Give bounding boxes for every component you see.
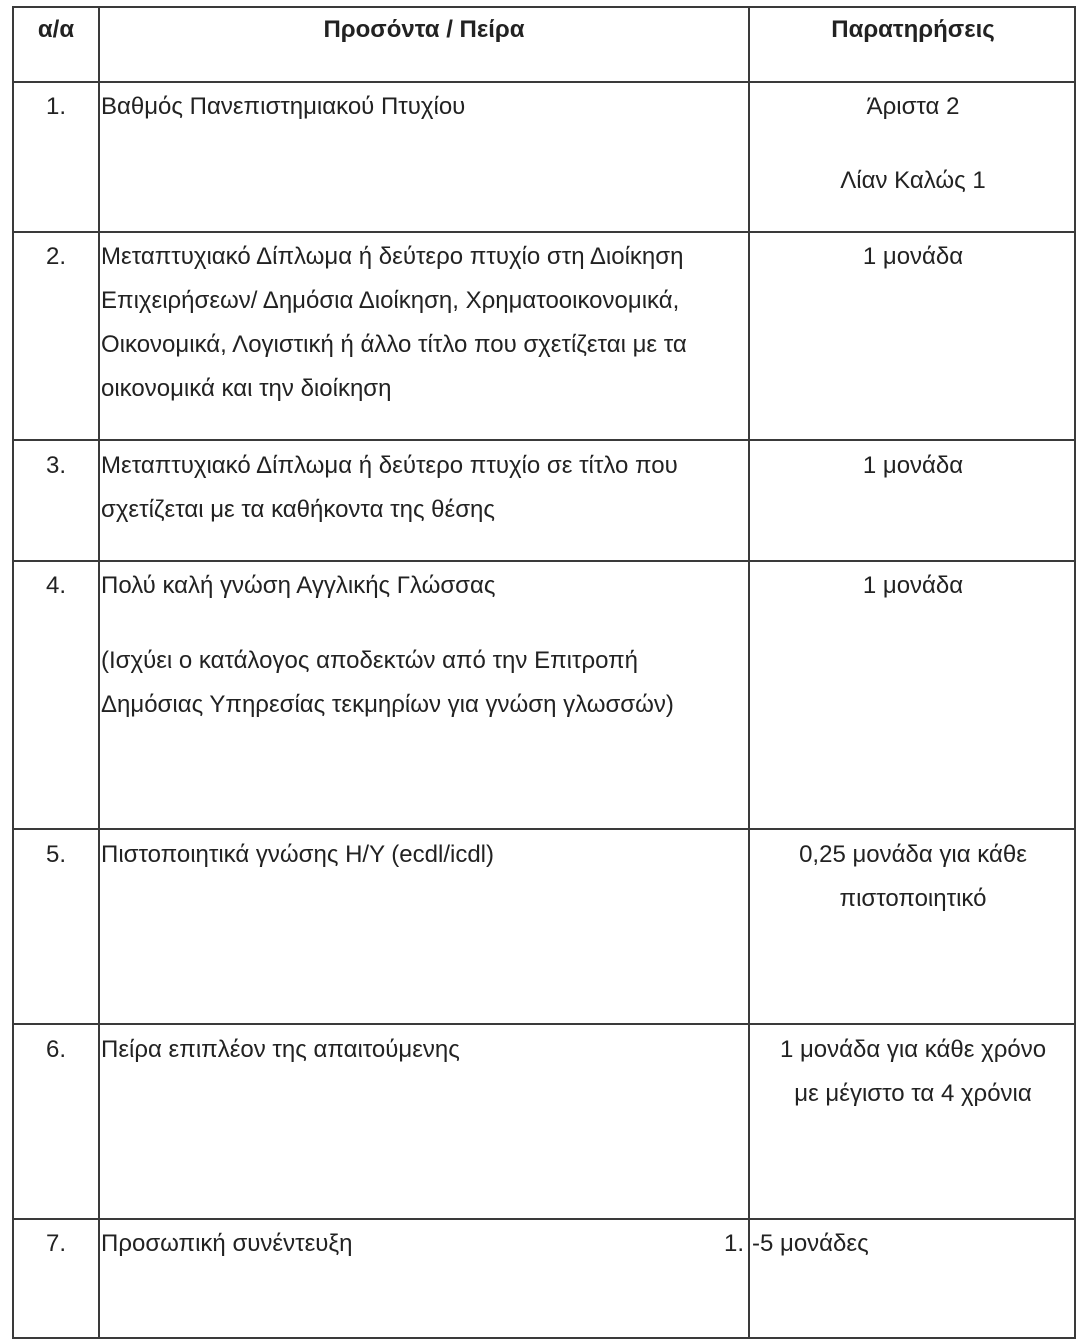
- list-number: 1.: [723, 1230, 744, 1257]
- table-rule: [12, 560, 1076, 562]
- remarks-text: με μέγιστο τα 4 χρόνια: [794, 1080, 1032, 1107]
- row-index: 5.: [45, 841, 66, 868]
- qualification-text: Οικονομικά, Λογιστική ή άλλο τίτλο που σχετίζεται με τα: [101, 331, 687, 358]
- remarks-text: 1 μονάδα για κάθε χρόνο: [779, 1036, 1047, 1063]
- qualification-text: Προσωπική συνέντευξη: [101, 1230, 353, 1257]
- remarks-text: 1 μονάδα: [862, 243, 964, 270]
- qualification-text: σχετίζεται με τα καθήκοντα της θέσης: [101, 496, 495, 523]
- remarks-text: Άριστα 2: [866, 93, 960, 120]
- table-rule: [12, 1023, 1076, 1025]
- table-rule: [12, 1337, 1076, 1339]
- header-remarks: Παρατηρήσεις: [831, 16, 995, 43]
- table-rule: [1074, 6, 1076, 1339]
- table-rule: [748, 6, 750, 1339]
- row-index: 4.: [45, 572, 66, 599]
- row-index: 6.: [45, 1036, 66, 1063]
- qualification-text: Δημόσιας Υπηρεσίας τεκμηρίων για γνώση γλωσσών): [101, 691, 674, 718]
- qualification-text: Μεταπτυχιακό Δίπλωμα ή δεύτερο πτυχίο στη Διοίκηση: [101, 243, 684, 270]
- qualification-text: Πιστοποιητικά γνώσης Η/Υ (ecdl/icdl): [101, 841, 494, 868]
- row-index: 2.: [45, 243, 66, 270]
- table-rule: [12, 828, 1076, 830]
- remarks-text: 1 μονάδα: [862, 572, 964, 599]
- header-index: α/α: [37, 16, 75, 43]
- remarks-text: Λίαν Καλώς 1: [840, 167, 986, 194]
- qualification-text: Πείρα επιπλέον της απαιτούμενης: [101, 1036, 460, 1063]
- qualification-text: Μεταπτυχιακό Δίπλωμα ή δεύτερο πτυχίο σε τίτλο που: [101, 452, 678, 479]
- remarks-text: πιστοποιητικό: [839, 885, 987, 912]
- qualification-text: (Ισχύει ο κατάλογος αποδεκτών από την Επιτροπή: [101, 647, 639, 674]
- row-index: 7.: [45, 1230, 66, 1257]
- remarks-text: 0,25 μονάδα για κάθε: [799, 841, 1027, 868]
- table-rule: [12, 6, 14, 1339]
- table-rule: [12, 231, 1076, 233]
- remarks-text: -5 μονάδες: [752, 1230, 869, 1257]
- table-rule: [12, 1218, 1076, 1220]
- row-index: 1.: [45, 93, 66, 120]
- qualification-text: Πολύ καλή γνώση Αγγλικής Γλώσσας: [101, 572, 496, 599]
- qualification-text: Βαθμός Πανεπιστημιακού Πτυχίου: [101, 93, 466, 120]
- qualification-text: Επιχειρήσεων/ Δημόσια Διοίκηση, Χρηματοοικονομικά,: [101, 287, 680, 314]
- qualification-text: οικονομικά και την διοίκηση: [101, 375, 392, 402]
- row-index: 3.: [45, 452, 66, 479]
- table-rule: [98, 6, 100, 1339]
- table-rule: [12, 81, 1076, 83]
- table-rule: [12, 439, 1076, 441]
- remarks-text: 1 μονάδα: [862, 452, 964, 479]
- header-qualification: Προσόντα / Πείρα: [323, 16, 525, 43]
